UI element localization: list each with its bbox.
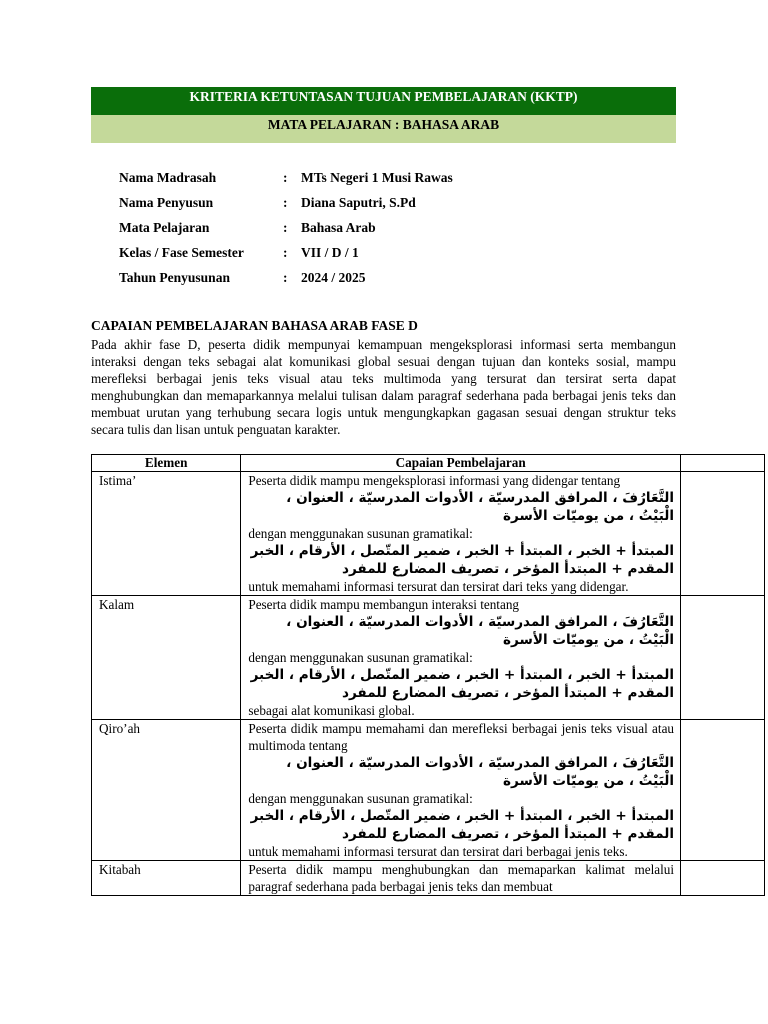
info-separator: :	[283, 220, 288, 235]
info-value: MTs Negeri 1 Musi Rawas	[301, 170, 453, 185]
capaian-cell	[241, 720, 681, 861]
capaian-closing: sebagai alat komunikasi global.	[248, 703, 415, 718]
table-row	[92, 596, 765, 720]
arabic-grammar: المبتدأ + الخبر ، المبتدأ + الخبر ، ضمير المتّصل ، الأرقام ، الخبر المقدم + المبتدأ المؤخر ، تصريف المضارع للمفرد	[250, 667, 675, 701]
table-row	[92, 472, 765, 596]
column-header-elemen: Elemen	[92, 455, 241, 472]
column-header-empty	[681, 455, 765, 472]
grammar-intro: dengan menggunakan susunan gramatikal:	[248, 526, 473, 541]
info-row-kelas	[119, 245, 619, 270]
info-separator: :	[283, 195, 288, 210]
capaian-intro: Peserta didik mampu menghubungkan dan memaparkan kalimat melalui paragraf sederhana pada berbagai jenis teks dan membuat	[248, 862, 675, 894]
empty-cell	[681, 472, 765, 596]
table-header-row	[92, 455, 765, 472]
info-label: Mata Pelajaran	[119, 220, 210, 235]
document-subtitle: MATA PELAJARAN : BAHASA ARAB	[91, 115, 676, 143]
info-separator: :	[283, 270, 288, 285]
column-header-capaian: Capaian Pembelajaran	[241, 455, 681, 472]
arabic-topics: التَّعَارُفَ ، المرافق المدرسيّة ، الأدوات المدرسيّة ، العنوان ، الْبَيْتُ ، من يوميّات الأسرة	[286, 490, 675, 524]
document-title: KRITERIA KETUNTASAN TUJUAN PEMBELAJARAN (KKTP)	[91, 87, 676, 115]
capaian-closing: untuk memahami informasi tersurat dan tersirat dari teks yang didengar.	[248, 579, 629, 594]
capaian-closing: untuk memahami informasi tersurat dan tersirat dari berbagai jenis teks.	[248, 844, 628, 859]
element-cell: Istima’	[92, 472, 241, 596]
empty-cell	[681, 596, 765, 720]
info-label: Nama Penyusun	[119, 195, 214, 210]
arabic-topics: التَّعَارُفَ ، المرافق المدرسيّة ، الأدوات المدرسيّة ، العنوان ، الْبَيْتُ ، من يوميّات الأسرة	[286, 614, 675, 648]
empty-cell	[681, 861, 765, 896]
info-label: Tahun Penyusunan	[119, 270, 230, 285]
table-row	[92, 861, 765, 896]
capaian-cell	[241, 472, 681, 596]
empty-cell	[681, 720, 765, 861]
info-row-mapel	[119, 220, 619, 245]
section-paragraph: Pada akhir fase D, peserta didik mempunyai kemampuan mengeksplorasi informasi serta membangun interaksi dengan teks sebagai alat komunikasi global sesuai dengan tujuan dan konteks sosial, mampu merefleksi berbagai jenis teks visual atau teks multimoda yang tersurat dan tersirat serta dapat menghubungkan dan memaparkannya melalui tulisan dalam paragraf sederhana pada berbagai jenis teks dan membuat urutan yang terhubung secara logis untuk mengungkapkan gagasan sesuai dengan struktur teks secara tulis dan lisan untuk penguatan karakter.	[91, 337, 676, 437]
element-cell: Qiro’ah	[92, 720, 241, 861]
element-cell: Kalam	[92, 596, 241, 720]
grammar-intro: dengan menggunakan susunan gramatikal:	[248, 650, 473, 665]
capaian-cell	[241, 861, 681, 896]
info-label: Kelas / Fase Semester	[119, 245, 244, 260]
arabic-grammar: المبتدأ + الخبر ، المبتدأ + الخبر ، ضمير المتّصل ، الأرقام ، الخبر المقدم + المبتدأ المؤخر ، تصريف المضارع للمفرد	[250, 808, 675, 842]
cp-table	[91, 454, 765, 896]
capaian-intro: Peserta didik mampu mengeksplorasi informasi yang didengar tentang	[248, 473, 621, 488]
element-cell: Kitabah	[92, 861, 241, 896]
info-label: Nama Madrasah	[119, 170, 217, 185]
info-row-penyusun	[119, 195, 619, 220]
info-block	[119, 170, 619, 295]
info-value: Diana Saputri, S.Pd	[301, 195, 416, 210]
capaian-intro: Peserta didik mampu membangun interaksi tentang	[248, 597, 520, 612]
info-value: 2024 / 2025	[301, 270, 366, 285]
arabic-grammar: المبتدأ + الخبر ، المبتدأ + الخبر ، ضمير المتّصل ، الأرقام ، الخبر المقدم + المبتدأ المؤخر ، تصريف المضارع للمفرد	[250, 543, 675, 577]
section-title: CAPAIAN PEMBELAJARAN BAHASA ARAB FASE D	[91, 318, 418, 333]
info-separator: :	[283, 245, 288, 260]
info-value: Bahasa Arab	[301, 220, 376, 235]
arabic-topics: التَّعَارُفَ ، المرافق المدرسيّة ، الأدوات المدرسيّة ، العنوان ، الْبَيْتُ ، من يوميّات الأسرة	[286, 755, 675, 789]
grammar-intro: dengan menggunakan susunan gramatikal:	[248, 791, 473, 806]
info-row-madrasah	[119, 170, 619, 195]
info-separator: :	[283, 170, 288, 185]
capaian-cell	[241, 596, 681, 720]
info-value: VII / D / 1	[301, 245, 359, 260]
table-row	[92, 720, 765, 861]
capaian-intro: Peserta didik mampu memahami dan merefleksi berbagai jenis teks visual atau multimoda tentang	[248, 721, 675, 753]
info-row-tahun	[119, 270, 619, 295]
